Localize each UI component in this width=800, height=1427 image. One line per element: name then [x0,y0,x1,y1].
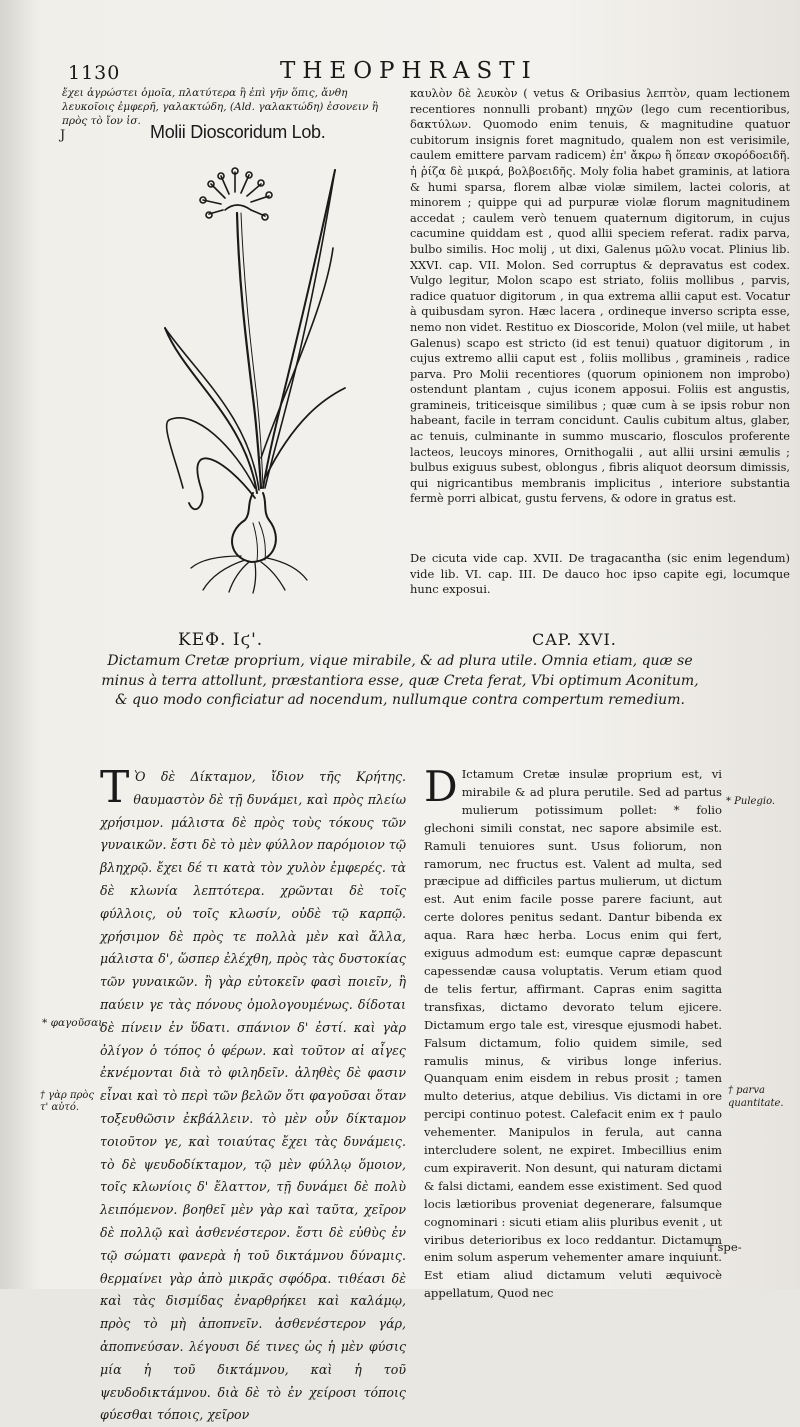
catchword: † spe- [708,1240,742,1254]
margin-mark: J [60,128,66,143]
commentary-text [410,86,790,507]
figure-caption: Molii Dioscoridum Lob. [150,122,326,142]
flower-head [200,168,272,220]
latin-paragraph: Ictamum Cretæ insulæ proprium est, vi mirabile & ad plura perutile. Sed ad partus mulierum potissimum pollet: * folio glechoni simili constat, nec sapore absimile est. Ramuli tenuiores sunt. Usus foliorum, non ramorum, nec fructus est. Valent ad multa, sed præcipue ad difficiles partus mulierum, ut dictum est. Aut enim facile posse parere faciunt, aut certe dolores penitus sedant. Dantur bibenda ex aqua. Rara hæc herba. Locus enim qui fert, exiguus admodum est: eumque capræ depascunt capessendæ causa voluptatis. Verum etiam quod de telis fertur, affirmant. Capras enim sagitta transfixas, dictamo devorato telum ejicere. Dictamum ergo tale est, viresque ejusmodi habet. Falsum dictamum, folio quidem simile, sed ramulis minus, & viribus longe inferius. Quanquam enim eisdem in rebus prosit ; tamen multo deterius, atque debilius. Vis dictami in ore percipi continuo potest. Calefacit enim ex † paulo vehementer. Manipulos in ferula, aut canna intercludere solent, ne expiret. Imbecillius enim cum expiraverit. Non desunt, qui naturam dictami & falsi dictami, eandem esse existiment. Sed quod locis lætioribus proveniat degenerare, falsumque cognominari : sicuti etiam aliis pluribus evenit , ut viribus deterioribus ex loco reddantur. Dictamum enim solum asperum vehementer amare inquiunt. Est etiam aliud dictamum veluti æquivocè appellatum, Quod nec [424,767,722,1301]
greek-paragraph: Ὸ δὲ Δίκταμον, ἴδιον τῆς Κρήτης. θαυμαστὸν δὲ τῇ δυνάμει, καὶ πρὸς πλείω χρήσιμον. μάλιστα δὲ πρὸς τοὺς τόκους τῶν γυναικῶν. ἔστι δὲ τὸ μὲν φύλλον παρόμοιον τῷ βληχρῷ. ἔχει δέ τι κατὰ τὸν χυλὸν ἐμφερές. τὰ δὲ κλωνία λεπτότερα. χρῶνται δὲ τοῖς φύλλοις, οὐ τοῖς κλωσίν, οὐδὲ τῷ καρπῷ. χρήσιμον δὲ πρὸς τε πολλὰ μὲν καὶ ἄλλα, μάλιστα δ', ὥσπερ ἐλέχθη, πρὸς τὰς δυστοκίας τῶν γυναικῶν. ἢ γὰρ εὐτοκεῖν φασὶ ποιεῖν, ἢ παύειν γε τὰς πόνους ὁμολογουμένως. δίδοται δὲ πίνειν ἐν ὕδατι. σπάνιον δ' ἐστί. καὶ γὰρ ὀλίγον ὁ τόπος ὁ φέρων. καὶ τοῦτον αἱ αἶγες ἐκνέμονται διὰ τὸ φιληδεῖν. ἀληθὲς δὲ φασιν εἶναι καὶ τὸ περὶ τῶν βελῶν ὅτι φαγοῦσαι ὅταν τοξευθῶσιν ἐκβάλλειν. τὸ μὲν οὖν δίκταμον τοιοῦτον γε, καὶ τοιαύτας ἔχει τὰς δυνάμεις. τὸ δὲ ψευδοδίκταμον, τῷ μὲν φύλλῳ ὅμοιον, τοῖς κλωνίοις δ' ἔλαττον, τῇ δυνάμει δὲ πολὺ λειπόμενον. βοηθεῖ μὲν γὰρ καὶ ταῦτα, χεῖρον δὲ πολλῷ καὶ ἀσθενέστερον. ἔστι δὲ εὐθὺς ἐν τῷ σώματι φανερὰ ἡ τοῦ δικτάμνου δύναμις. θερμαίνει γὰρ ἀπὸ μικρᾶς σφόδρα. τιθέασι δὲ καὶ τὰς δισμίδας ἐναρθρήκει καὶ καλάμῳ, πρὸς τὸ μὴ ἀποπνεῖν. ἀσθενέστερον γάρ, ἀποπνεύσαν. λέγουσι δέ τινες ὡς ἡ μὲν φύσις μία ἡ τοῦ δικτάμνου, καὶ ἡ τοῦ ψευδοδικτάμνου. διὰ δὲ τὸ ἐν χείροσι τόποις φύεσθαι τόποις, χεῖρον [100,769,406,1423]
margin-note-phagousai: * φαγοῦσαι. [42,1017,106,1029]
chapter-summary: Dictamum Cretæ proprium, vique mirabile, & ad plura utile. Omnia etiam, quæ se minus à terra attollunt, præstantiora esse, quæ Creta ferat, Vbi optimum Aconitum, & quo modo conficiatur ad nocendum, nullumque contra compertum remedium. [101,653,699,709]
greek-chapter-heading: ΚΕΦ. Ιϛ'. [178,630,264,650]
greek-column [100,762,406,1427]
cross-reference-note: De cicuta vide cap. XVII. De tragacantha (sic enim legendum) vide lib. VI. cap. III. De dauco hoc ipso capite egi, locumque hunc exposui. [410,551,790,597]
margin-note-gar-pros: † γὰρ πρὸς τ' αὐτό. [40,1090,95,1113]
latin-column [424,762,722,1303]
margin-note-pulegio: * Pulegio. [726,796,776,807]
greek-note-top: ἔχει ἀγρώστει ὁμοῖα, πλατύτερα ἢ ἐπὶ γῆν ὅπις, ἄνθη λευκοῖοις ἐμφερῆ, γαλακτώδη, (Ald. γαλακτώδη) ἐσονειν ἢ πρὸς τὸ ἴον ἰσ. [62,87,379,127]
molii-plant-illustration [125,158,355,598]
latin-dropcap: D [424,762,458,811]
latin-chapter-heading: CAP. XVI. [532,630,617,649]
greek-dropcap: Τ [100,762,130,813]
page-number: 1130 [68,62,121,84]
margin-note-parva-quantitate: † parva quantitate. [728,1085,784,1109]
running-title: THEOPHRASTI [280,58,538,84]
commentary-paragraph: καυλὸν δὲ λευκὸν ( vetus & Oribasius λεπτὸν, quam lectionem recentiores nonnulli probant) πηχῶν (lego cum recentioribus, δακτύλων. Quomodo enim tenuis, & magnitudine quatuor cubitorum insignis foret magnitudo, qualem non est verisimile, caulem emittere parvam radicem) ἐπ' ἄκρω ἢ ὅπεαν σκορόδοειδῆ. ἡ ῥίζα δὲ μικρά, βολβοειδῆς. Moly folia habet graminis, at latiora & humi sparsa, florem albæ violæ similem, lactei coloris, at minorem ; quippe qui ad purpuræ violæ florum magnitudinem accedat ; caulem verò tenuem quaternum digitorum, in cujus cacumine quiddam est , quod allii speciem referat. radix parva, bulbo similis. Hoc molij , ut dixi, Galenus μῶλυ vocat. Plinius lib. XXVI. cap. VII. Molon. Sed corruptus & depravatus est codex. Vulgo legitur, Molon scapo est striato, foliis mollibus , parvis, radice quatuor digitorum , in qua extrema allii caput est. Vocatur à quibusdam syron. Hæc lacera , ordineque inverso scripta esse, nemo non videt. Restituo ex Dioscoride, Molon (vel miile, ut habet Galenus) scapo est stricto (id est tenui) quatuor digitorum , in cujus extremo allii caput est , foliis mollibus , gramineis , radice parva. Pro Molii recentiores (quorum opinionem non improbo) ostendunt plantam , cujus iconem apposui. Foliis est angustis, gramineis, triticeisque similibus ; quæ cum à se ipsis robur non habeant, facile in terram concidunt. Caulis cubitum altus, glaber, ac tenuis, culminante in summo muscario, flosculos proferente lacteos, leucoys minores, Ornithogalii , aut allii ursini æmulis ; bulbus exiguus subest, oblongus , fibris aliquot deorsum dimissis, qui nigricantibus membranis implicitus , interiore substantia fermè porri albicat, gustu fervens, & odore in gratus est. [410,87,790,506]
